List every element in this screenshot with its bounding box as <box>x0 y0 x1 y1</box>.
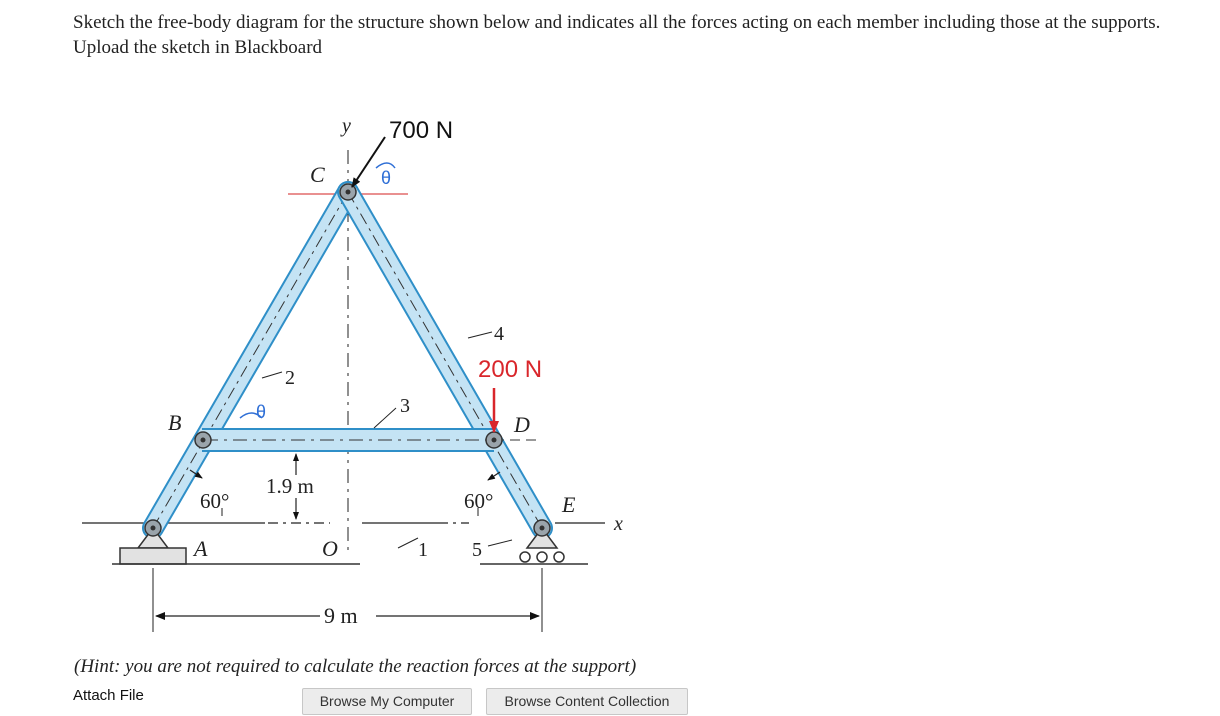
label-member-3: 3 <box>400 395 410 417</box>
question-line-1: Sketch the free-body diagram for the structure shown below and indicates all the forces acting on each member including those at the supports. <box>73 12 1161 33</box>
leader-4 <box>468 332 492 338</box>
browse-content-collection-button[interactable]: Browse Content Collection <box>486 688 688 715</box>
hint-text: (Hint: you are not required to calculate the reaction forces at the support) <box>74 656 637 677</box>
label-angle-e: 60° <box>464 489 494 513</box>
question-line-2: Upload the sketch in Blackboard <box>73 37 323 58</box>
label-point-a: A <box>194 536 208 561</box>
attach-file-label: Attach File <box>73 687 144 704</box>
label-theta-b: θ <box>256 402 267 422</box>
angle-arc-e <box>488 472 500 480</box>
label-member-1: 1 <box>418 539 428 561</box>
leader-5 <box>488 540 512 546</box>
support-a <box>120 520 186 564</box>
label-axis-x: x <box>614 513 623 535</box>
leader-1 <box>398 538 418 548</box>
leader-2 <box>262 372 282 378</box>
support-e <box>480 520 588 564</box>
label-height: 1.9 m <box>266 474 314 498</box>
label-member-2: 2 <box>285 367 295 389</box>
label-member-4: 4 <box>494 323 504 345</box>
label-point-b: B <box>168 410 182 435</box>
label-force-d: 200 N <box>478 356 543 383</box>
label-point-e: E <box>562 492 576 517</box>
label-theta-c: θ <box>381 168 392 188</box>
browse-my-computer-button[interactable]: Browse My Computer <box>302 688 472 715</box>
label-angle-a: 60° <box>200 489 230 513</box>
label-span: 9 m <box>324 603 358 628</box>
label-force-c: 700 N <box>389 117 454 144</box>
label-member-5: 5 <box>472 539 482 561</box>
member-ac <box>153 192 348 528</box>
pin-d <box>486 432 502 448</box>
pin-b <box>195 432 211 448</box>
label-point-c: C <box>310 162 325 187</box>
pin-c <box>340 184 356 200</box>
label-origin: O <box>322 536 338 561</box>
label-point-d: D <box>514 412 530 437</box>
leader-3 <box>374 408 396 428</box>
label-axis-y: y <box>342 115 351 137</box>
